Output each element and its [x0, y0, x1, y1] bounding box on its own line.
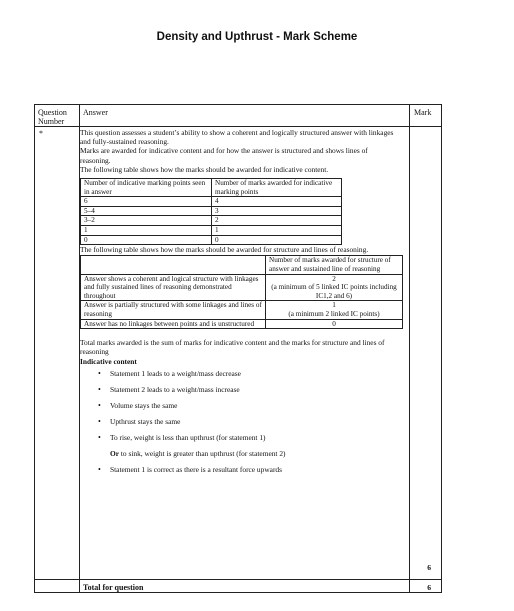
table-row [81, 216, 342, 226]
indicative-table-header: Number of marks awarded for indicative marking points [212, 179, 342, 197]
structure-mark: 1 [332, 301, 336, 310]
structure-marks-table [80, 255, 403, 329]
table-cell: 3–2 [81, 216, 212, 226]
structure-mark: 2 [332, 274, 336, 283]
total-mark: 6 [427, 583, 431, 592]
total-label: Total for question [83, 583, 144, 592]
header-mark: Mark [414, 108, 432, 117]
table-row [81, 197, 342, 207]
column-divider [409, 105, 410, 592]
indicative-marks-table [80, 178, 342, 245]
indicative-content-heading: Indicative content [80, 356, 137, 366]
structure-mark-cell [266, 319, 403, 329]
indicative-table-header: Number of indicative marking points seen in answer [81, 179, 212, 197]
structure-mark-cell [266, 274, 403, 301]
list-item: • Statement 2 leads to a weight/mass increase [110, 385, 400, 394]
page-title: Density and Upthrust - Mark Scheme [156, 31, 358, 43]
table-cell: 0 [81, 235, 212, 245]
table-cell: 4 [212, 197, 342, 207]
table-cell: 3 [212, 206, 342, 216]
header-question-number: Question Number [38, 108, 67, 126]
table-cell: 2 [212, 216, 342, 226]
table-cell: 6 [81, 197, 212, 207]
question-mark: 6 [427, 563, 431, 572]
question-id: * [39, 129, 43, 138]
table-row [81, 206, 342, 216]
or-text: to sink, weight is greater than upthrust (for statement 2) [119, 449, 286, 459]
mark-scheme-table [34, 104, 442, 593]
table-cell: 1 [212, 225, 342, 235]
intro-paragraph: Marks are awarded for indicative content and for how the answer is structured and shows lines of reasoning. [80, 146, 368, 165]
structure-desc: Answer is partially structured with some linkages and lines of reasoning [81, 301, 266, 319]
table-row [81, 301, 403, 319]
table-cell: 5–4 [81, 206, 212, 216]
structure-table-header: Number of marks awarded for structure of answer and sustained line of reasoning [266, 256, 403, 274]
or-word: Or [110, 449, 120, 459]
table-row [81, 319, 403, 329]
table-row [81, 274, 403, 301]
header-divider [35, 126, 441, 127]
list-item: • Upthrust stays the same [110, 417, 400, 426]
structure-note: (a minimum of 5 linked IC points including IC1,2 and 6) [271, 283, 397, 300]
structure-desc: Answer shows a coherent and logical structure with linkages and fully sustained lines of reasoning demonstrated throughout [81, 274, 266, 301]
table-row [81, 225, 342, 235]
list-item-alternative [110, 449, 400, 458]
structure-note: (a minimum 2 linked IC points) [288, 309, 380, 318]
total-divider [35, 579, 441, 580]
list-item: • To rise, weight is less than upthrust (for statement 1) [110, 433, 400, 442]
intro-paragraph: The following table shows how the marks should be awarded for indicative content. [80, 164, 329, 174]
list-item: • Statement 1 leads to a weight/mass decrease [110, 369, 400, 378]
table-cell: 0 [212, 235, 342, 245]
structure-desc: Answer has no linkages between points and is unstructured [81, 319, 266, 329]
header-answer: Answer [83, 108, 108, 117]
structure-intro: The following table shows how the marks should be awarded for structure and lines of reasoning. [80, 245, 369, 255]
list-item: • Volume stays the same [110, 401, 400, 410]
table-cell [81, 256, 266, 274]
structure-mark-cell [266, 301, 403, 319]
table-row [81, 235, 342, 245]
intro-paragraph: This question assesses a student’s ability to show a coherent and logically structured answer with linkages and fully-sustained reasoning. [80, 128, 394, 147]
answer-content [80, 128, 400, 481]
structure-mark: 0 [332, 319, 336, 328]
list-item: • Statement 1 is correct as there is a resultant force upwards [110, 465, 400, 474]
total-marks-note: Total marks awarded is the sum of marks for indicative content and the marks for structure and lines of reasoning [80, 338, 385, 357]
indicative-content-list [80, 369, 400, 475]
table-cell: 1 [81, 225, 212, 235]
